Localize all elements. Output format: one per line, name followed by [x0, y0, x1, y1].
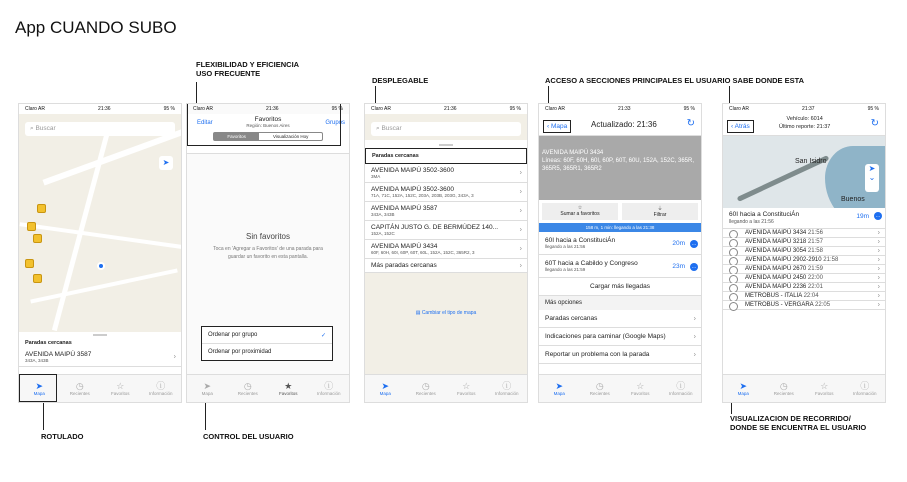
route-stop[interactable]: AVENIDA MAIPÚ 2450 22:00 ›: [723, 274, 885, 283]
list-item[interactable]: AVENIDA MAIPÚ 3434 60F, 60H, 60I, 60P, 60T, 60L, 152A, 152C, 365R2, 3 ›: [365, 240, 527, 259]
favorites-title: Favoritos: [254, 116, 282, 123]
trip-summary[interactable]: 60I hacia a ConstituciÁn llegando a las 21:56 19m …: [723, 208, 885, 229]
back-button[interactable]: ‹ Mapa: [543, 120, 571, 133]
filter-icon: ⏚: [657, 206, 663, 212]
star-icon: ☆: [820, 381, 829, 391]
tab-favoritos[interactable]: ☆ Favoritos: [110, 381, 130, 396]
region-label: Región: Buenos Aires: [246, 123, 290, 128]
locate-icon: ➤: [868, 164, 876, 173]
nearby-dropdown: [365, 140, 527, 273]
sort-by-proximity-option[interactable]: Ordenar por proximidad: [208, 349, 272, 355]
page-title: App CUANDO SUBO: [15, 18, 177, 37]
refresh-icon[interactable]: ↻: [870, 118, 879, 129]
info-icon: ⓘ: [676, 381, 686, 391]
clock-icon: ◷: [779, 381, 788, 391]
chevron-down-icon: ⌄: [868, 173, 876, 182]
tab-informacion[interactable]: ⓘ Información: [494, 381, 519, 396]
chevron-left-icon: ‹: [731, 123, 735, 130]
location-arrow-icon: ➤: [203, 381, 212, 391]
list-item[interactable]: CAPITÁN JUSTO G. DE BERMÚDEZ 140... 152A, 152C ›: [365, 221, 527, 240]
list-item[interactable]: AVENIDA MAIPÚ 3587 343A, 343B ›: [19, 348, 181, 367]
refresh-icon[interactable]: ↻: [686, 118, 695, 129]
clock-icon: ◷: [243, 381, 252, 391]
stop-circle-icon: [729, 302, 738, 311]
annotation-visualizacion: VISUALIZACION DE RECORRIDO/ DONDE SE ENCUENTRA EL USUARIO: [730, 414, 867, 433]
status-bar: Claro AR 21:36 95 %: [25, 106, 175, 112]
annotation-control: CONTROL DEL USUARIO: [203, 432, 294, 441]
tab-recientes[interactable]: ◷ Recientes: [237, 381, 258, 396]
route-stop[interactable]: AVENIDA MAIPÚ 2902-2910 21:58 ›: [723, 256, 885, 265]
more-icon: …: [691, 264, 697, 270]
tab-favoritos[interactable]: ☆ Favoritos: [630, 381, 650, 396]
vehicle-label: Vehículo: 6014: [786, 116, 823, 122]
route-stop[interactable]: METROBUS - VERGARA 22:05 ›: [723, 301, 885, 310]
annotation-rotulado: ROTULADO: [41, 432, 84, 441]
checkmark-icon: ✓: [320, 333, 326, 339]
tab-favoritos[interactable]: ★ Favoritos: [278, 381, 298, 396]
sort-by-group-option[interactable]: Ordenar por grupo ✓: [202, 327, 332, 344]
tab-recientes[interactable]: ◷ Recientes: [415, 381, 436, 396]
route-stop[interactable]: AVENIDA MAIPÚ 2670 21:59 ›: [723, 265, 885, 274]
nearby-panel: [19, 332, 181, 374]
search-input[interactable]: ⌕ Buscar: [25, 122, 175, 136]
tab-informacion[interactable]: ⓘ Información: [316, 381, 341, 396]
annotation-flexibilidad: FLEXIBILIDAD Y EFICIENCIA USO FRECUENTE: [196, 60, 300, 79]
location-arrow-icon: ➤: [739, 381, 748, 391]
tab-recientes[interactable]: ◷ Recientes: [69, 381, 90, 396]
location-arrow-icon: ➤: [35, 381, 44, 391]
option-row[interactable]: Reportar un problema con la parada ›: [539, 346, 701, 364]
map-view[interactable]: [19, 114, 181, 336]
back-button[interactable]: ‹ Atrás: [727, 120, 754, 133]
nearby-header: Paradas cercanas: [365, 148, 527, 164]
star-icon: ☆: [462, 381, 471, 391]
tab-mapa[interactable]: ➤ Mapa: [379, 381, 391, 396]
more-stops-button[interactable]: Más paradas cercanas ›: [365, 259, 527, 273]
screen-stop-detail: Claro AR 21:33 95 % ‹ Mapa Actualizado: 21:36 ↻ AVENIDA MAIPÚ 3434 Líneas: 60F, 60H, 60I, 60P, 60T, 60U, 152A, 152C, 365R, 365R5, 365R1, 365R2 ☆ Sumar a favoritos ⏚ Filtrar 158 m, 1 min: llegando a las 21:38 60I hacia a ConstituciÁn llegando a las 21:56 20m … 60T hacia a Cabildo y Congreso llegando a las 21:59 23m … Cargar más llegadas Más opciones Paradas cercanas › Indicaciones para caminar (Google Maps) › Reportar un problema con la parada › ➤ Mapa ◷ Recientes ☆ Favoritos ⓘ Información: [538, 103, 702, 403]
tab-informacion[interactable]: ⓘ Información: [668, 381, 693, 396]
route-stop[interactable]: AVENIDA MAIPÚ 3434 21:56 ›: [723, 229, 885, 238]
tab-mapa[interactable]: ➤ Mapa: [737, 381, 749, 396]
star-icon: ☆: [116, 381, 125, 391]
info-icon: ⓘ: [502, 381, 512, 391]
tab-favoritos[interactable]: ☆ Favoritos: [814, 381, 834, 396]
annotation-desplegable: DESPLEGABLE: [372, 76, 429, 85]
arrival-row[interactable]: 60I hacia a ConstituciÁn llegando a las 21:56 20m …: [539, 232, 701, 255]
option-row[interactable]: Paradas cercanas ›: [539, 310, 701, 328]
segment-favoritos[interactable]: Favoritos: [214, 133, 259, 140]
list-item[interactable]: AVENIDA MAIPÚ 3587 343A, 343B ›: [365, 202, 527, 221]
arrival-row[interactable]: 60T hacia a Cabildo y Congreso llegando a las 21:59 23m …: [539, 255, 701, 278]
info-icon: ⓘ: [156, 381, 166, 391]
more-icon: …: [875, 213, 881, 219]
star-icon: ☆: [577, 205, 583, 211]
empty-text: Toca en 'Agregar a Favoritos' de una parada para guardar un favorito en esta pantalla.: [213, 246, 323, 260]
list-item[interactable]: AVENIDA MAIPÚ 3502-3600 71A, 71C, 152A, 152C, 203A, 203B, 203G, 343A, 3 ›: [365, 183, 527, 202]
screen-map: [18, 103, 182, 403]
more-options-header: Más opciones: [539, 296, 701, 310]
screen-nearby-list: Claro AR 21:36 95 % ⌕ Buscar Paradas cercanas AVENIDA MAIPÚ 3502-3600 3MA › AVENIDA MAIPÚ 3502-3600 71A, 71C, 152A, 152C, 203A, 203B, 203G, 343A, 3 › AVENIDA MAIPÚ 3587 343A, 343B › CAPITÁN JUSTO G. DE BERMÚDEZ 140... 152A, 152C › AVENIDA MAIPÚ 3434 60F, 60H, 60I, 60P, 60T, 60L, 152A, 152C, 365R2, 3 › Más paradas cercanas › ▤ Cambiar el tipo de mapa ➤ Mapa ◷ Recientes ☆ Favoritos ⓘ Información: [364, 103, 528, 403]
route-stop[interactable]: METROBUS - ITALIA 22:04 ›: [723, 292, 885, 301]
sort-menu: [201, 326, 333, 361]
filter-button[interactable]: ⏚ Filtrar: [622, 203, 698, 220]
clock-icon: ◷: [595, 381, 604, 391]
tab-mapa[interactable]: ➤ Mapa: [33, 381, 45, 396]
info-icon: ⓘ: [860, 381, 870, 391]
route-stop[interactable]: AVENIDA MAIPÚ 3218 21:57 ›: [723, 238, 885, 247]
route-stop[interactable]: AVENIDA MAIPÚ 3054 21:58 ›: [723, 247, 885, 256]
screen-vehicle-trip: Claro AR 21:37 95 % ‹ Atrás Vehículo: 6014 Último reporte: 21:37 ↻ San Isidro Buenos ➤ ⌄ 60I hacia a ConstituciÁn llegando a las 21:56 19m … AVENIDA MAIPÚ 3434 21:56 › AVENIDA MAIPÚ 3218 21:57 › AVENIDA MAIPÚ 3054 21:58 › AVENIDA MAIPÚ 2902-2910 21:58 › AVENIDA MAIPÚ 2670 21:59 › AVENIDA MAIPÚ 2450 22:00 › AVENIDA MAIPÚ 2236 22:01 › METROBUS - ITALIA 22:04 › METROBUS - VERGARA 22:05 › ➤ Mapa ◷ Recientes ☆ Favoritos ⓘ Información: [722, 103, 886, 403]
updated-title: Actualizado: 21:36: [591, 120, 657, 129]
user-location-dot: [97, 262, 105, 270]
groups-button[interactable]: Grupos: [325, 120, 345, 126]
map-controls[interactable]: [865, 164, 879, 192]
location-arrow-icon: ➤: [381, 381, 390, 391]
tab-informacion[interactable]: ⓘ Información: [852, 381, 877, 396]
star-icon: ★: [284, 381, 293, 391]
tab-mapa[interactable]: ➤ Mapa: [553, 381, 565, 396]
route-stop[interactable]: AVENIDA MAIPÚ 2236 22:01 ›: [723, 283, 885, 292]
more-icon: …: [691, 241, 697, 247]
tab-recientes[interactable]: ◷ Recientes: [589, 381, 610, 396]
tab-recientes[interactable]: ◷ Recientes: [773, 381, 794, 396]
option-row[interactable]: Indicaciones para caminar (Google Maps) ›: [539, 328, 701, 346]
clock-icon: ◷: [421, 381, 430, 391]
walk-banner: 158 m, 1 min: llegando a las 21:38: [539, 223, 701, 232]
location-arrow-icon: ➤: [555, 381, 564, 391]
locate-icon[interactable]: ➤: [159, 156, 173, 170]
nearby-header: Paradas cercanas: [25, 340, 72, 346]
screen-favorites: Claro AR 21:36 95 % Editar Favoritos Región: Buenos Aires Grupos Favoritos Visualización Hoy Sin favoritos Toca en 'Agregar a Favoritos' de una parada para guardar un favorito en esta pantalla. Ordenar por grupo ✓ Ordenar por proximidad ➤ Mapa ◷ Recientes ★ Favoritos ⓘ Información: [186, 103, 350, 403]
info-icon: ⓘ: [324, 381, 334, 391]
list-item[interactable]: AVENIDA MAIPÚ 3502-3600 3MA ›: [365, 164, 527, 183]
add-favorite-button[interactable]: ☆ Sumar a favoritos: [542, 203, 618, 220]
annotation-acceso: ACCESO A SECCIONES PRINCIPALES EL USUARIO SABE DONDE ESTA: [545, 76, 805, 85]
route-map[interactable]: San Isidro Buenos ➤ ⌄: [723, 136, 885, 208]
last-report-label: Último reporte: 21:37: [779, 123, 831, 130]
segment-visualizacion[interactable]: Visualización Hoy: [272, 134, 309, 139]
star-icon: ☆: [636, 381, 645, 391]
chevron-left-icon: ‹: [547, 123, 551, 130]
clock-icon: ◷: [75, 381, 84, 391]
chevron-right-icon: ›: [173, 353, 176, 361]
edit-button[interactable]: Editar: [197, 120, 213, 126]
stop-map-header: AVENIDA MAIPÚ 3434 Líneas: 60F, 60H, 60I, 60P, 60T, 60U, 152A, 152C, 365R, 365R5, 365R1, 365R2: [539, 136, 701, 200]
load-more-button[interactable]: Cargar más llegadas: [539, 278, 701, 296]
empty-title: Sin favoritos: [245, 232, 291, 241]
map-icon: ▤: [415, 310, 422, 316]
tab-favoritos[interactable]: ☆ Favoritos: [456, 381, 476, 396]
change-map-type-link[interactable]: ▤ Cambiar el tipo de mapa: [415, 310, 477, 316]
tab-informacion[interactable]: ⓘ Información: [148, 381, 173, 396]
tab-mapa[interactable]: ➤ Mapa: [201, 381, 213, 396]
search-input[interactable]: ⌕ Buscar: [371, 122, 521, 136]
